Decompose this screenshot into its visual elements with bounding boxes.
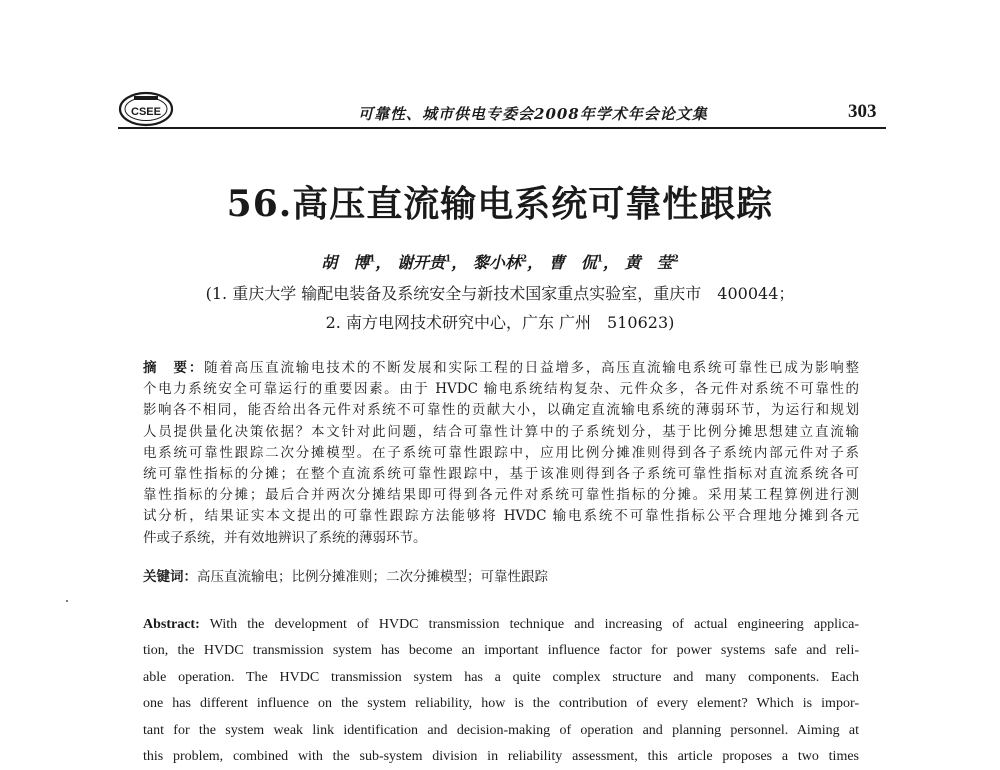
author-affil-mark: 2	[520, 254, 528, 265]
abstract-line: 影响各不相同，能否给出各元件对系统不可靠性的贡献大小，以确定直流输电系统的薄弱环节，为运行和规划	[143, 402, 859, 419]
author-name: 黎小林	[472, 253, 521, 272]
abstract-line: 电系统可靠性跟踪二次分摊模型。在子系统可靠性跟踪中，应用比例分摊准则得到各子系统内部元件对子系	[143, 444, 859, 461]
author-name: 胡 博	[321, 253, 370, 272]
abstract-line: able operation. The HVDC transmission system has a quite complex structure and many components. Each	[143, 669, 859, 685]
keywords-label: 关键词：	[143, 569, 197, 585]
author-affil-mark: 1	[369, 254, 376, 265]
author-name: 黄 莹	[624, 253, 673, 272]
abstract-line: 摘 要：随着高压直流输电技术的不断发展和实际工程的日益增多，高压直流输电系统可靠性已成为影响整	[143, 360, 860, 376]
abstract-line: one has different influence on the system reliability, how is the contribution of every element? Which is impor-	[143, 696, 859, 712]
svg-text:CSEE: CSEE	[131, 106, 161, 118]
abstract-label: 摘 要：	[143, 360, 205, 376]
keywords	[143, 565, 548, 585]
abstract-line: 靠性指标的分摊；最后合并两次分摊结果即可得到各元件对系统可靠性指标的分摊。采用某工程算例进行测	[143, 487, 859, 504]
chinese-abstract	[143, 358, 859, 549]
author-list: 胡 博$^1$， 谢开贵$^1$， 黎小林$^2$， 曹 侃$^1$， 黄 莹$^2$	[321, 253, 679, 272]
english-abstract	[143, 612, 859, 770]
abstract-line: 试分析，结果证实本文提出的可靠性跟踪方法能够将 HVDC 输电系统不可靠性指标公平合理地分摊到各元	[143, 508, 859, 525]
paper-title: 56.高压直流输电系统可靠性跟踪	[226, 183, 774, 225]
author-name: 曹 侃	[548, 253, 597, 272]
author-affil-mark: 2	[672, 254, 679, 265]
author-name: 谢开贵	[397, 253, 446, 272]
abstract-line: this problem, combined with the sub-system division in reliability assessment, this article proposes a two times	[143, 749, 859, 765]
abstract-line: tant for the system weak link identification and decision-making of operation and planning personnel. Aiming at	[143, 722, 859, 738]
abstract-line: 人员提供量化决策依据？本文针对此问题，结合可靠性计算中的子系统划分，基于比例分摊思想建立直流输	[143, 423, 859, 440]
keywords-text: 高压直流输电；比例分摊准则；二次分摊模型；可靠性跟踪	[197, 569, 548, 585]
author-affil-mark: 1	[445, 254, 452, 265]
header-divider	[118, 127, 886, 129]
abstract-label: Abstract:	[143, 617, 200, 632]
csee-logo-icon	[118, 91, 174, 127]
abstract-line: tion, the HVDC transmission system has become an important influence factor for power systems safe and reli-	[143, 643, 859, 659]
affiliation-line: 2. 南方电网技术研究中心，广东 广州 510623)	[325, 313, 675, 332]
abstract-line: 个电力系统安全可靠运行的重要因素。由于 HVDC 输电系统结构复杂、元件众多，各元件对系统不可靠性的	[143, 381, 859, 398]
abstract-line: 件或子系统，并有效地辨识了系统的薄弱环节。	[143, 529, 427, 546]
author-affil-mark: 1	[596, 254, 603, 265]
running-head: 可靠性、城市供电专委会2008年学术年会论文集	[358, 105, 708, 123]
scan-artifact-dot	[66, 600, 68, 602]
page-number: 303	[848, 101, 877, 122]
abstract-line: Abstract: With the development of HVDC transmission technique and increasing of actual engineering applica-	[143, 617, 860, 632]
affiliation-line: (1. 重庆大学 输配电装备及系统安全与新技术国家重点实验室，重庆市 400044；	[205, 284, 795, 303]
abstract-line: 统可靠性指标的分摊；在整个直流系统可靠性跟踪中，基于该准则得到各子系统可靠性指标对直流系统各可	[143, 466, 859, 483]
